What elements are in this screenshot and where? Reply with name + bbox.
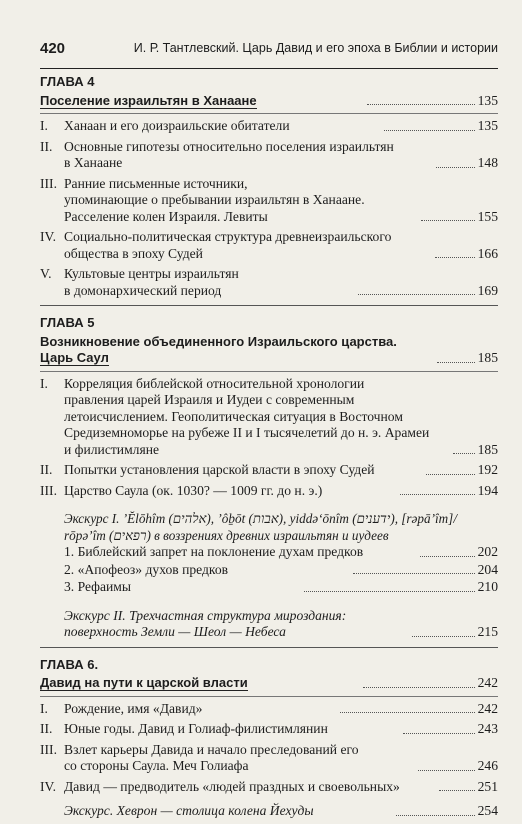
toc-item: IV. Давид — предводитель «людей праздных и своевольных» 251 — [40, 778, 499, 794]
toc-item: II. Основные гипотезы относительно поселения израильтян в Ханаане 148 — [40, 138, 499, 170]
section-divider — [40, 647, 498, 648]
toc-item: V. Культовые центры израильтян в домонархический период 169 — [40, 266, 499, 298]
toc-item: I. Рождение, имя «Давид» 242 — [40, 700, 498, 716]
toc-item: III. Царство Саула (ок. 1030? — 1009 гг. до н. э.) 194 — [40, 482, 499, 498]
excursus-subitem: 2. «Апофеоз» духов предков 204 — [64, 561, 499, 577]
table-of-contents — [40, 74, 498, 824]
chapter-title-row — [40, 93, 498, 110]
toc-item: I. Корреляция библейской относительной хронологии правления царей Израиля и Иудеи с современным летоисчислением. Геополитическая ситуация в Восточном Средиземноморье на рубеже II и I тысячелетий до н. э. Арамеи и филистимляне 185 — [40, 375, 499, 457]
toc-item: III. Ранние письменные источники, упоминающие о пребывании израильтян в Ханаане. Расселение колен Израиля. Левиты 155 — [40, 175, 499, 224]
page-number: 420 — [40, 40, 66, 57]
chapter-title-row — [40, 334, 498, 367]
page-ref: 242 — [477, 675, 498, 690]
page-header — [40, 40, 498, 62]
toc-item: III. Взлет карьеры Давида и начало преследований его со стороны Саула. Меч Голиафа 246 — [40, 741, 499, 773]
chapter-label: ГЛАВА 5 — [40, 315, 95, 330]
toc-item: IV. Социально-политическая структура древнеизраильского общества в эпоху Судей 166 — [40, 229, 499, 261]
toc-item: II. Юные годы. Давид и Голиаф-филистимлянин 243 — [40, 721, 498, 736]
page-ref: 135 — [477, 92, 499, 108]
excursus-subitem: 3. Рефаимы 210 — [64, 579, 499, 594]
excursus-subitem: 1. Библейский запрет на поклонение духам предков 202 — [64, 544, 498, 559]
chapter-title: Возникновение объединенного Израильского царства. Царь Саул — [40, 333, 397, 365]
chapter-title: Поселение израильтян в Ханаане — [40, 92, 257, 108]
toc-item: II. Попытки установления царской власти в эпоху Судей 192 — [40, 462, 499, 477]
section-divider — [40, 305, 498, 306]
page-ref: 185 — [477, 350, 499, 365]
chapter-label: ГЛАВА 4 — [40, 74, 95, 89]
chapter-label: ГЛАВА 6. — [40, 656, 99, 672]
toc-item: I. Ханаан и его доизраильские обитатели 135 — [40, 118, 498, 133]
running-title: И. Р. Тантлевский. Царь Давид и его эпоха в Библии и истории — [133, 41, 498, 55]
chapter-title: Давид на пути к царской власти — [40, 675, 248, 690]
chapter-title-row — [40, 675, 498, 692]
header-rule — [40, 68, 498, 69]
excursus-title: Экскурс. Хеврон — столица колена Йехуды 254 — [64, 803, 499, 818]
excursus-title: Экскурс II. Трехчастная структура мироздания: поверхность Земли — Шеол — Небеса 215 — [64, 607, 498, 639]
excursus-title: Экскурс I. ʼĔlōhîm (אלהים), ʼôḇōt (אבות), yiddəʻōnîm (ידענים), [rəpāʼîm]/ rōpəʼîm (רפאים) в воззрениях древних израильтян и иудеев — [64, 511, 457, 543]
